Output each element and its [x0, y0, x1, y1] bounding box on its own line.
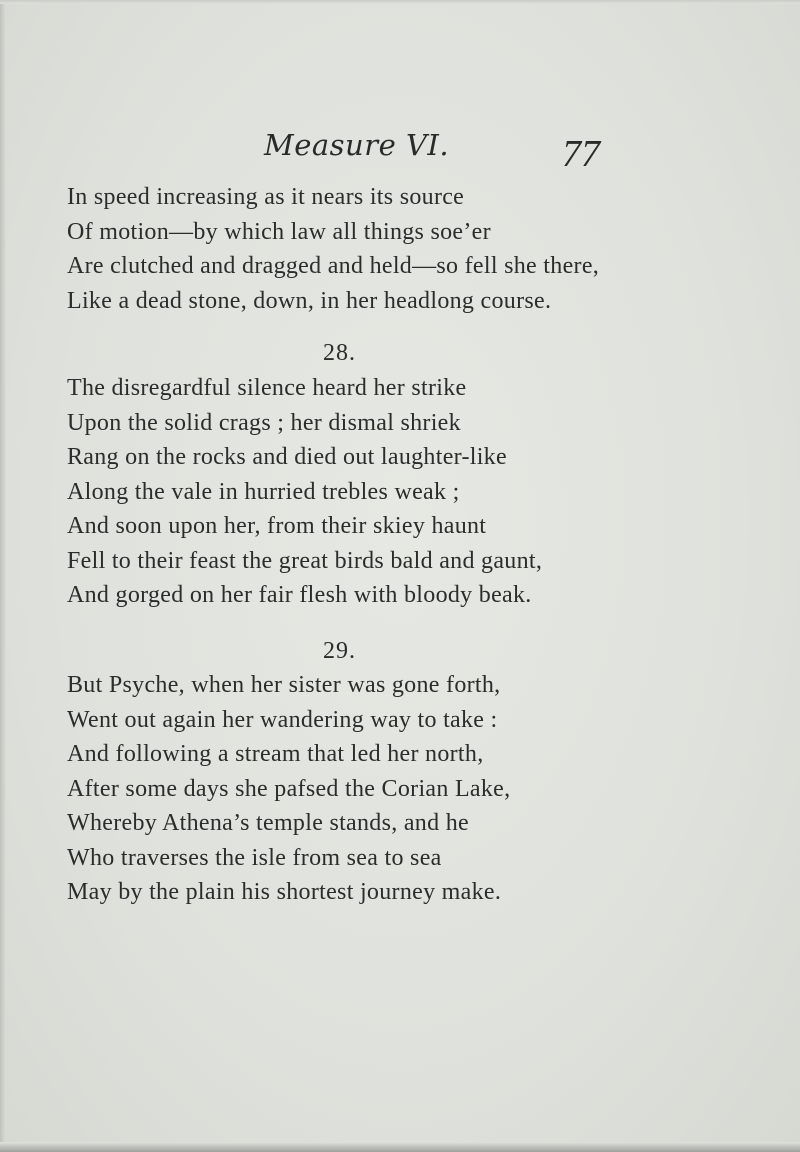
verse-line: But Psyche, when her sister was gone forth,	[67, 672, 501, 698]
running-title: Measure VI.	[264, 128, 450, 162]
verse-line: Upon the solid crags ; her dismal shriek	[67, 409, 461, 436]
verse-line: Who traverses the isle from sea to sea	[67, 844, 442, 871]
verse-line: After some days she pafsed the Corian Lake,	[67, 775, 511, 802]
page-number: 77	[562, 133, 600, 175]
verse-line: Of motion—by which law all things soe’er	[67, 218, 491, 245]
verse-line: Whereby Athena’s temple stands, and he	[67, 810, 469, 836]
verse-line: And following a stream that led her north,	[67, 741, 484, 767]
verse-line: The disregardful silence heard her strike	[67, 375, 467, 401]
stanza-28	[67, 371, 627, 613]
verse-line: Like a dead stone, down, in her headlong course.	[67, 287, 552, 314]
verse-line: Rang on the rocks and died out laughter-like	[67, 444, 507, 470]
page-left-edge	[0, 0, 6, 1152]
verse-line: And soon upon her, from their skiey haunt	[67, 513, 487, 539]
stanza-number-29: 29.	[323, 638, 356, 664]
verse-line: May by the plain his shortest journey make.	[67, 879, 502, 905]
stanza-number-28: 28.	[323, 340, 356, 366]
stanza-29	[67, 668, 627, 910]
verse-line: Went out again her wandering way to take :	[67, 706, 498, 733]
verse-line: Fell to their feast the great birds bald and gaunt,	[67, 547, 543, 574]
page-bottom-edge	[0, 1142, 800, 1152]
verse-line: And gorged on her fair flesh with bloody beak.	[67, 582, 532, 608]
verse-line: In speed increasing as it nears its source	[67, 184, 465, 210]
page-top-edge	[0, 0, 800, 4]
verse-line: Along the vale in hurried trebles weak ;	[67, 478, 460, 505]
stanza-continuation	[67, 180, 627, 318]
verse-line: Are clutched and dragged and held—so fell she there,	[67, 253, 600, 279]
